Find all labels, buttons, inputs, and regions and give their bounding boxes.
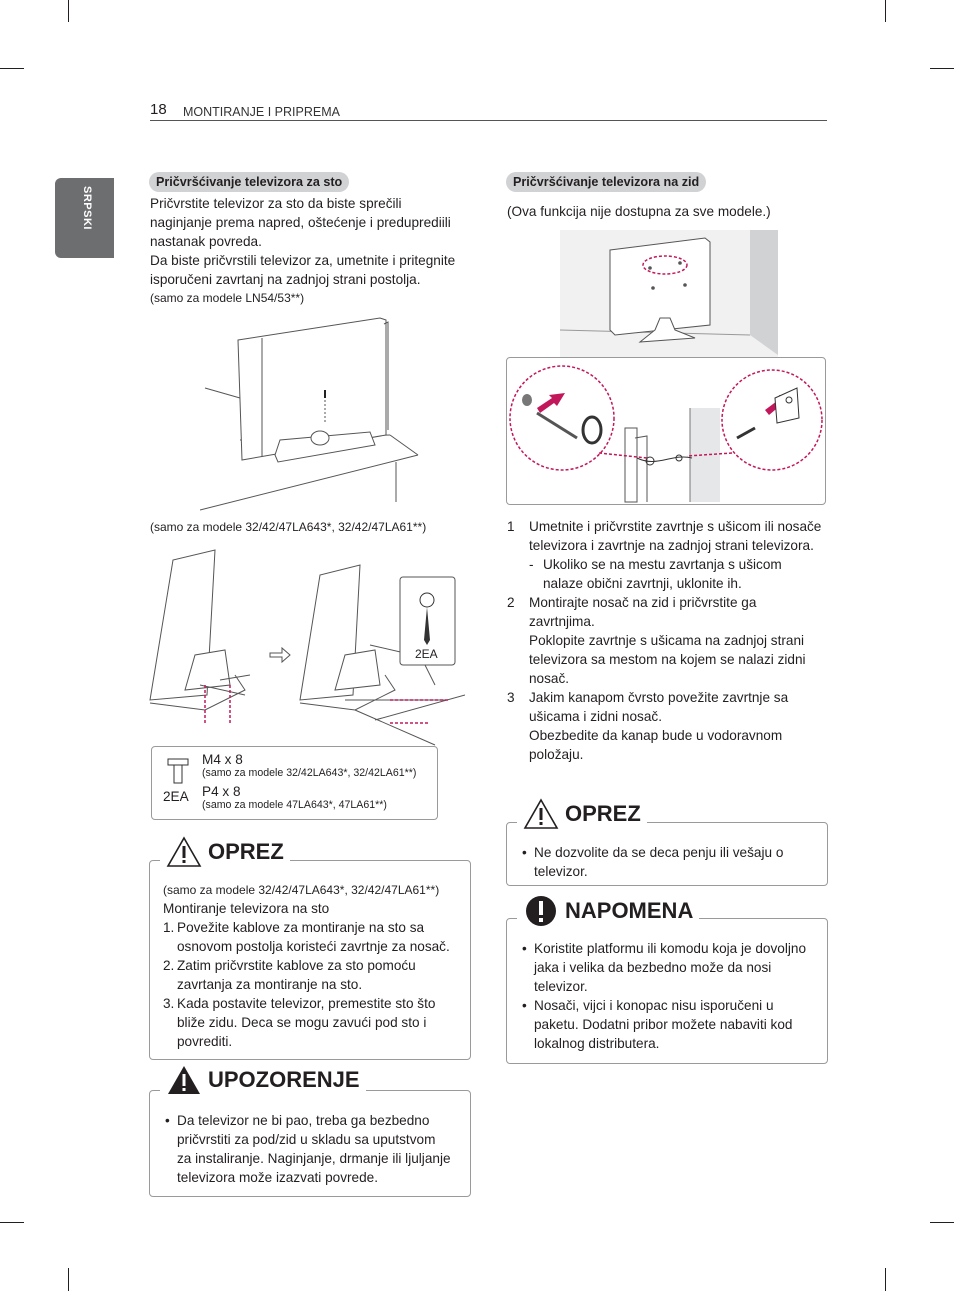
list-item: 2. Zatim pričvrstite kablove za sto pomoću zavrtanja za montiranje na sto.: [163, 958, 416, 992]
intro-line: nastanak povreda.: [150, 234, 262, 249]
caution-subtitle: Montiranje televizora na sto: [163, 901, 330, 916]
crop-mark: [0, 68, 24, 69]
caution-heading: [160, 836, 290, 868]
crop-mark: [885, 1268, 886, 1291]
caution-title: OPREZ: [208, 839, 284, 864]
parts-box: [151, 746, 438, 820]
caution-heading-right: [517, 798, 647, 830]
exclamation-circle-icon: [523, 894, 559, 928]
header-divider: [150, 120, 827, 121]
page-number: 18: [150, 101, 167, 118]
warning-title: UPOZORENJE: [208, 1067, 360, 1092]
note-heading: [517, 894, 699, 928]
intro-line: isporučeni zavrtanj na zadnjoj strani postolja.: [150, 272, 421, 287]
m4-note: (samo za modele 32/42LA643*, 32/42LA61**): [202, 767, 417, 779]
warning-box: [149, 1090, 471, 1197]
p4-note: (samo za modele 47LA643*, 47LA61**): [202, 799, 387, 811]
wall-mount-steps: [507, 517, 822, 764]
caution-note: (samo za modele 32/42/47LA643*, 32/42/47LA61**): [163, 883, 440, 897]
step-sub-item: - Ukoliko se na mestu zavrtanja s ušicom nalaze obični zavrtnji, uklonite ih.: [529, 557, 782, 591]
list-item: 1. Povežite kablove za montiranje na sto sa osnovom postolja koristeći zavrtnje za nosač.: [163, 920, 450, 954]
note-list: [520, 939, 812, 1053]
language-label: SRPSKI: [81, 186, 93, 230]
note-box: [506, 918, 828, 1064]
caution-title-right: OPREZ: [565, 801, 641, 826]
warning-triangle-icon: [523, 798, 559, 830]
p4-size: P4 x 8: [202, 784, 241, 799]
caution-list-right: [520, 843, 810, 881]
crop-mark: [0, 1222, 24, 1223]
m4-size: M4 x 8: [202, 752, 243, 767]
list-item: • Koristite platformu ili komodu koja je dovoljno jaka i velika da bezbedno može da nosi televizor.: [520, 939, 812, 996]
part-count: 2EA: [163, 789, 189, 804]
table-mount-heading: Pričvršćivanje televizora za sto: [149, 172, 349, 192]
wall-mount-heading: Pričvršćivanje televizora na zid: [506, 172, 706, 192]
warning-list: [163, 1111, 453, 1187]
wall-mount-illustration: [560, 230, 780, 360]
intro-line: Da biste pričvrstili televizor za, umetnite i pritegnite: [150, 253, 456, 268]
step-item: 3 Jakim kanapom čvrsto povežite zavrtnje sa ušicama i zidni nosač. Obezbedite da kanap bude u vodoravnom položaju.: [507, 690, 789, 762]
caution-box: [149, 860, 471, 1060]
intro-line: Pričvrstite televizor za sto da biste sprečili: [150, 196, 402, 211]
table-mount-intro: [150, 194, 480, 308]
crop-mark: [930, 1222, 954, 1223]
list-item: • Nosači, vijci i konopac nisu isporučeni u paketu. Dodatni pribor možete nabaviti kod lokalnog distributera.: [520, 996, 812, 1053]
crop-mark: [885, 0, 886, 22]
model-note-2: (samo za modele 32/42/47LA643*, 32/42/47LA61**): [150, 520, 427, 534]
cable-mount-illustration: [145, 545, 465, 750]
warning-filled-icon: [166, 1064, 202, 1096]
intro-line: naginjanje prema napred, oštećenje i preduprediili: [150, 215, 451, 230]
warning-heading: [160, 1064, 366, 1096]
wall-detail-box: [506, 357, 826, 505]
step-item: 1 Umetnite i pričvrstite zavrtnje s ušicom ili nosače televizora i zavrtnje na zadnjoj strani televizora. - Ukoliko se na mestu zavrtanja s ušicom nalaze obični zavrtnji, uklonite ih.: [507, 519, 822, 591]
crop-mark: [68, 0, 69, 22]
crop-mark: [68, 1268, 69, 1291]
model-note: (samo za modele LN54/53**): [150, 291, 305, 305]
note-title: NAPOMENA: [565, 898, 694, 923]
section-title: MONTIRANJE I PRIPREMA: [183, 105, 340, 119]
warning-triangle-icon: [166, 836, 202, 868]
tv-on-table-illustration: [200, 310, 430, 515]
bolt-icon: [166, 757, 190, 785]
language-tab: [55, 178, 114, 258]
crop-mark: [930, 68, 954, 69]
caution-list: [163, 918, 458, 1051]
list-item: • Da televizor ne bi pao, treba ga bezbedno pričvrstiti za pod/zid u skladu sa uputstvom za instaliranje. Naginjanje, drmanje ili ljuljanje televizora može izazvati povrede.: [163, 1111, 453, 1187]
wall-mount-heading-wrap: [506, 172, 706, 192]
list-item: 3. Kada postavite televizor, premestite sto što bliže zidu. Deca se mogu zavući pod sto i povrediti.: [163, 996, 436, 1049]
step-item: 2 Montirajte nosač na zid i pričvrstite ga zavrtnjima. Poklopite zavrtnje s ušicama na zadnjoj strani televizora sa mestom na kojem se nalazi zidni nosač.: [507, 595, 806, 686]
caution-box-right: [506, 822, 828, 886]
screw-count: 2EA: [415, 647, 438, 661]
list-item: • Ne dozvolite da se deca penju ili vešaju o televizor.: [520, 843, 810, 881]
wall-detail-illustration: [507, 358, 825, 504]
table-mount-heading-wrap: [149, 172, 349, 192]
wall-mount-note: (Ova funkcija nije dostupna za sve modele.): [507, 204, 771, 219]
